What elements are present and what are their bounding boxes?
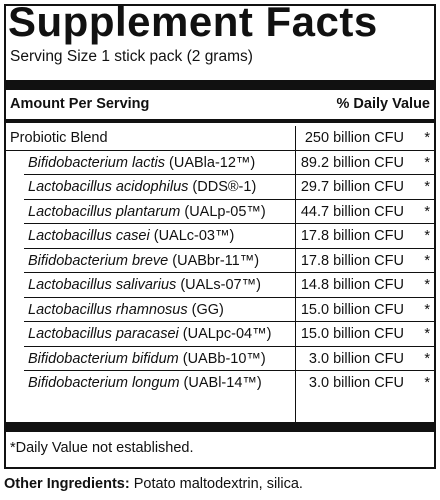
other-ingredients	[4, 476, 303, 492]
ingredient-amount: 29.7 billion CFU	[300, 179, 404, 195]
species-name: Lactobacillus acidophilus	[28, 179, 189, 195]
serving-size: Serving Size 1 stick pack (2 grams)	[10, 48, 253, 65]
strain-code: (DDS®-1)	[188, 179, 257, 195]
strain-code: (UALp-05™)	[180, 203, 266, 220]
daily-value: *	[424, 130, 430, 146]
ingredient-amount: 44.7 billion CFU	[300, 203, 404, 220]
table-row	[6, 126, 434, 151]
footnote: *Daily Value not established.	[10, 440, 194, 456]
strain-code: (UALc-03™)	[149, 228, 235, 244]
table-row	[6, 249, 434, 274]
ingredient-amount: 15.0 billion CFU	[300, 301, 404, 318]
divider-medium	[6, 119, 434, 123]
ingredient-amount: 14.8 billion CFU	[300, 277, 404, 293]
daily-value: *	[424, 154, 430, 171]
species-name: Bifidobacterium lactis	[28, 154, 165, 171]
strain-code: (UABla-12™)	[165, 154, 256, 171]
ingredient-name	[28, 347, 266, 372]
daily-value-header: % Daily Value	[336, 96, 430, 112]
ingredient-name	[28, 224, 234, 249]
ingredient-amount: 15.0 billion CFU	[300, 326, 404, 342]
species-name: Lactobacillus paracasei	[28, 326, 179, 342]
table-row	[6, 151, 434, 176]
species-name: Bifidobacterium breve	[28, 252, 169, 269]
species-name: Lactobacillus rhamnosus	[28, 301, 188, 318]
divider-thick	[6, 80, 434, 90]
strain-code: (UABbr-11™)	[168, 252, 260, 269]
strain-code: (UALpc-04™)	[178, 326, 272, 342]
strain-code: (UABl-14™)	[179, 375, 262, 391]
ingredient-amount: 3.0 billion CFU	[308, 375, 404, 391]
ingredient-name	[28, 175, 256, 200]
ingredient-name	[28, 371, 262, 396]
ingredient-amount: 17.8 billion CFU	[300, 252, 404, 269]
amount-per-serving-header: Amount Per Serving	[10, 96, 150, 112]
daily-value: *	[424, 277, 430, 293]
label-title: Supplement Facts	[8, 0, 378, 45]
table-row	[6, 175, 434, 200]
table-row	[6, 298, 434, 323]
ingredient-name	[28, 273, 261, 298]
ingredient-amount: 17.8 billion CFU	[300, 228, 404, 244]
table-row	[6, 200, 434, 225]
ingredient-amount: 89.2 billion CFU	[300, 154, 404, 171]
other-ingredients-text: Potato maltodextrin, silica.	[129, 476, 303, 492]
other-ingredients-label: Other Ingredients:	[4, 476, 130, 492]
table-row	[6, 273, 434, 298]
strain-code: (UALs-07™)	[176, 277, 261, 293]
ingredient-name: Probiotic Blend	[10, 130, 108, 146]
strain-code: (GG)	[187, 301, 224, 318]
nutrient-table	[6, 126, 434, 396]
table-row	[6, 224, 434, 249]
table-row	[6, 322, 434, 347]
divider-bottom	[6, 422, 434, 432]
daily-value: *	[424, 179, 430, 195]
daily-value: *	[424, 252, 430, 269]
ingredient-name	[28, 200, 266, 225]
ingredient-name	[28, 249, 259, 274]
species-name: Bifidobacterium bifidum	[28, 350, 179, 367]
species-name: Lactobacillus plantarum	[28, 203, 181, 220]
table-row	[6, 347, 434, 372]
ingredient-name	[28, 151, 255, 176]
daily-value: *	[424, 375, 430, 391]
ingredient-amount: 250 billion CFU	[304, 130, 404, 146]
table-row	[6, 371, 434, 396]
ingredient-amount: 3.0 billion CFU	[308, 350, 404, 367]
daily-value: *	[424, 203, 430, 220]
strain-code: (UABb-10™)	[178, 350, 266, 367]
ingredient-name	[28, 322, 271, 347]
daily-value: *	[424, 326, 430, 342]
column-header	[10, 94, 430, 116]
daily-value: *	[424, 228, 430, 244]
daily-value: *	[424, 301, 430, 318]
ingredient-name	[28, 298, 224, 323]
species-name: Lactobacillus casei	[28, 228, 150, 244]
species-name: Bifidobacterium longum	[28, 375, 180, 391]
daily-value: *	[424, 350, 430, 367]
species-name: Lactobacillus salivarius	[28, 277, 177, 293]
